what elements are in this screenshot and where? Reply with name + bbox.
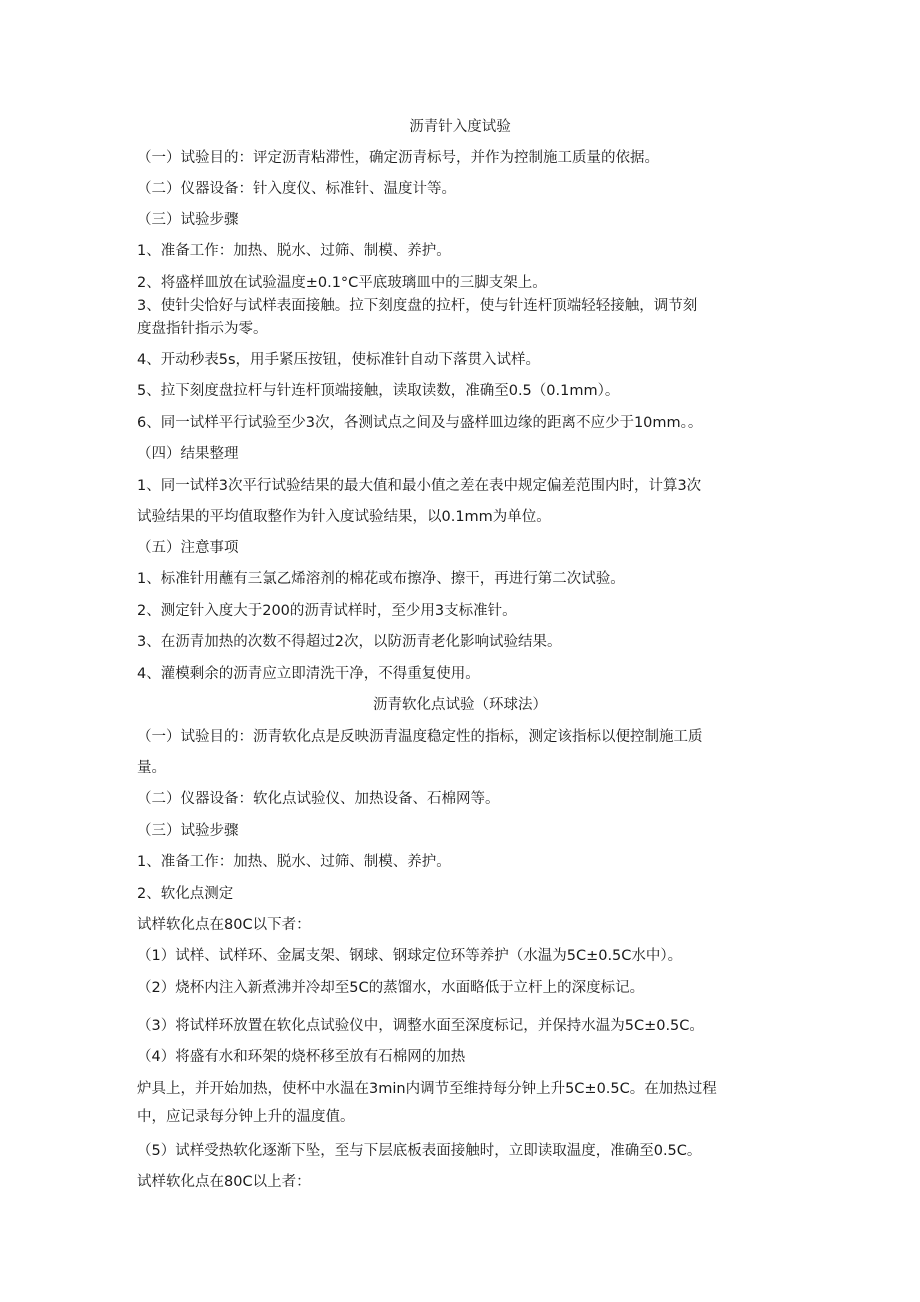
list-item: （5）试样受热软化逐渐下坠，至与下层底板表面接触时，立即读取温度，准确至0.5C。: [137, 1143, 702, 1159]
list-item: 度盘指针指示为零。: [137, 321, 268, 337]
list-item: 1、同一试样3次平行试验结果的最大值和最小值之差在表中规定偏差范围内时，计算3次: [137, 478, 702, 494]
subheading: （四）结果整理: [137, 446, 239, 462]
subheading: （五）注意事项: [137, 540, 239, 556]
paragraph: （一）试验目的：沥青软化点是反映沥青温度稳定性的指标，测定该指标以便控制施工质: [137, 729, 703, 745]
paragraph: 量。: [137, 760, 166, 776]
subheading: （三）试验步骤: [137, 823, 239, 839]
list-item: 2、测定针入度大于200的沥青试样时，至少用3支标准针。: [137, 603, 517, 619]
list-item: 5、拉下刻度盘拉杆与针连杆顶端接触，读取读数，准确至0.5（0.1mm）。: [137, 383, 620, 399]
list-item: 3、使针尖恰好与试样表面接触。拉下刻度盘的拉杆，使与针连杆顶端轻轻接触，调节刻: [137, 298, 698, 314]
list-item: （4）将盛有水和环架的烧杯移至放有石棉网的加热: [137, 1049, 466, 1065]
paragraph: （二）仪器设备：针入度仪、标准针、温度计等。: [137, 181, 456, 197]
list-item: （3）将试样环放置在软化点试验仪中，调整水面至深度标记，并保持水温为5C±0.5C。: [137, 1018, 704, 1034]
list-item: 2、将盛样皿放在试验温度±0.1°C平底玻璃皿中的三脚支架上。: [137, 275, 547, 291]
list-item: 炉具上，并开始加热，使杯中水温在3min内调节至维持每分钟上升5C±0.5C。在加热过程: [137, 1081, 717, 1097]
subheading: 试样软化点在80C以下者：: [137, 917, 311, 933]
subheading: （三）试验步骤: [137, 212, 239, 228]
subheading: 试样软化点在80C以上者：: [137, 1174, 311, 1190]
paragraph: （二）仪器设备：软化点试验仪、加热设备、石棉网等。: [137, 791, 500, 807]
section-title-softening-point: 沥青软化点试验（环球法）: [373, 697, 547, 713]
list-item: 1、准备工作：加热、脱水、过筛、制模、养护。: [137, 243, 451, 259]
list-item: 2、软化点测定: [137, 886, 234, 902]
section-title-penetration: 沥青针入度试验: [409, 119, 511, 135]
list-item: 6、同一试样平行试验至少3次，各测试点之间及与盛样皿边缘的距离不应少于10mm。。: [137, 415, 703, 431]
list-item: 4、灌模剩余的沥青应立即清洗干净，不得重复使用。: [137, 666, 480, 682]
list-item: 4、开动秒表5s，用手紧压按钮，使标准针自动下落贯入试样。: [137, 352, 541, 368]
list-item: 中，应记录每分钟上升的温度值。: [137, 1109, 355, 1125]
list-item: （1）试样、试样环、金属支架、钢球、钢球定位环等养护（水温为5C±0.5C水中）。: [137, 948, 683, 964]
list-item: 1、准备工作：加热、脱水、过筛、制模、养护。: [137, 854, 451, 870]
list-item: （2）烧杯内注入新煮沸并冷却至5C的蒸馏水，水面略低于立杆上的深度标记。: [137, 980, 645, 996]
paragraph: （一）试验目的：评定沥青粘滞性，确定沥青标号，并作为控制施工质量的依据。: [137, 150, 659, 166]
list-item: 1、标准针用蘸有三氯乙烯溶剂的棉花或布擦净、擦干，再进行第二次试验。: [137, 571, 625, 587]
list-item: 试验结果的平均值取整作为针入度试验结果，以0.1mm为单位。: [137, 509, 551, 525]
list-item: 3、在沥青加热的次数不得超过2次，以防沥青老化影响试验结果。: [137, 634, 562, 650]
